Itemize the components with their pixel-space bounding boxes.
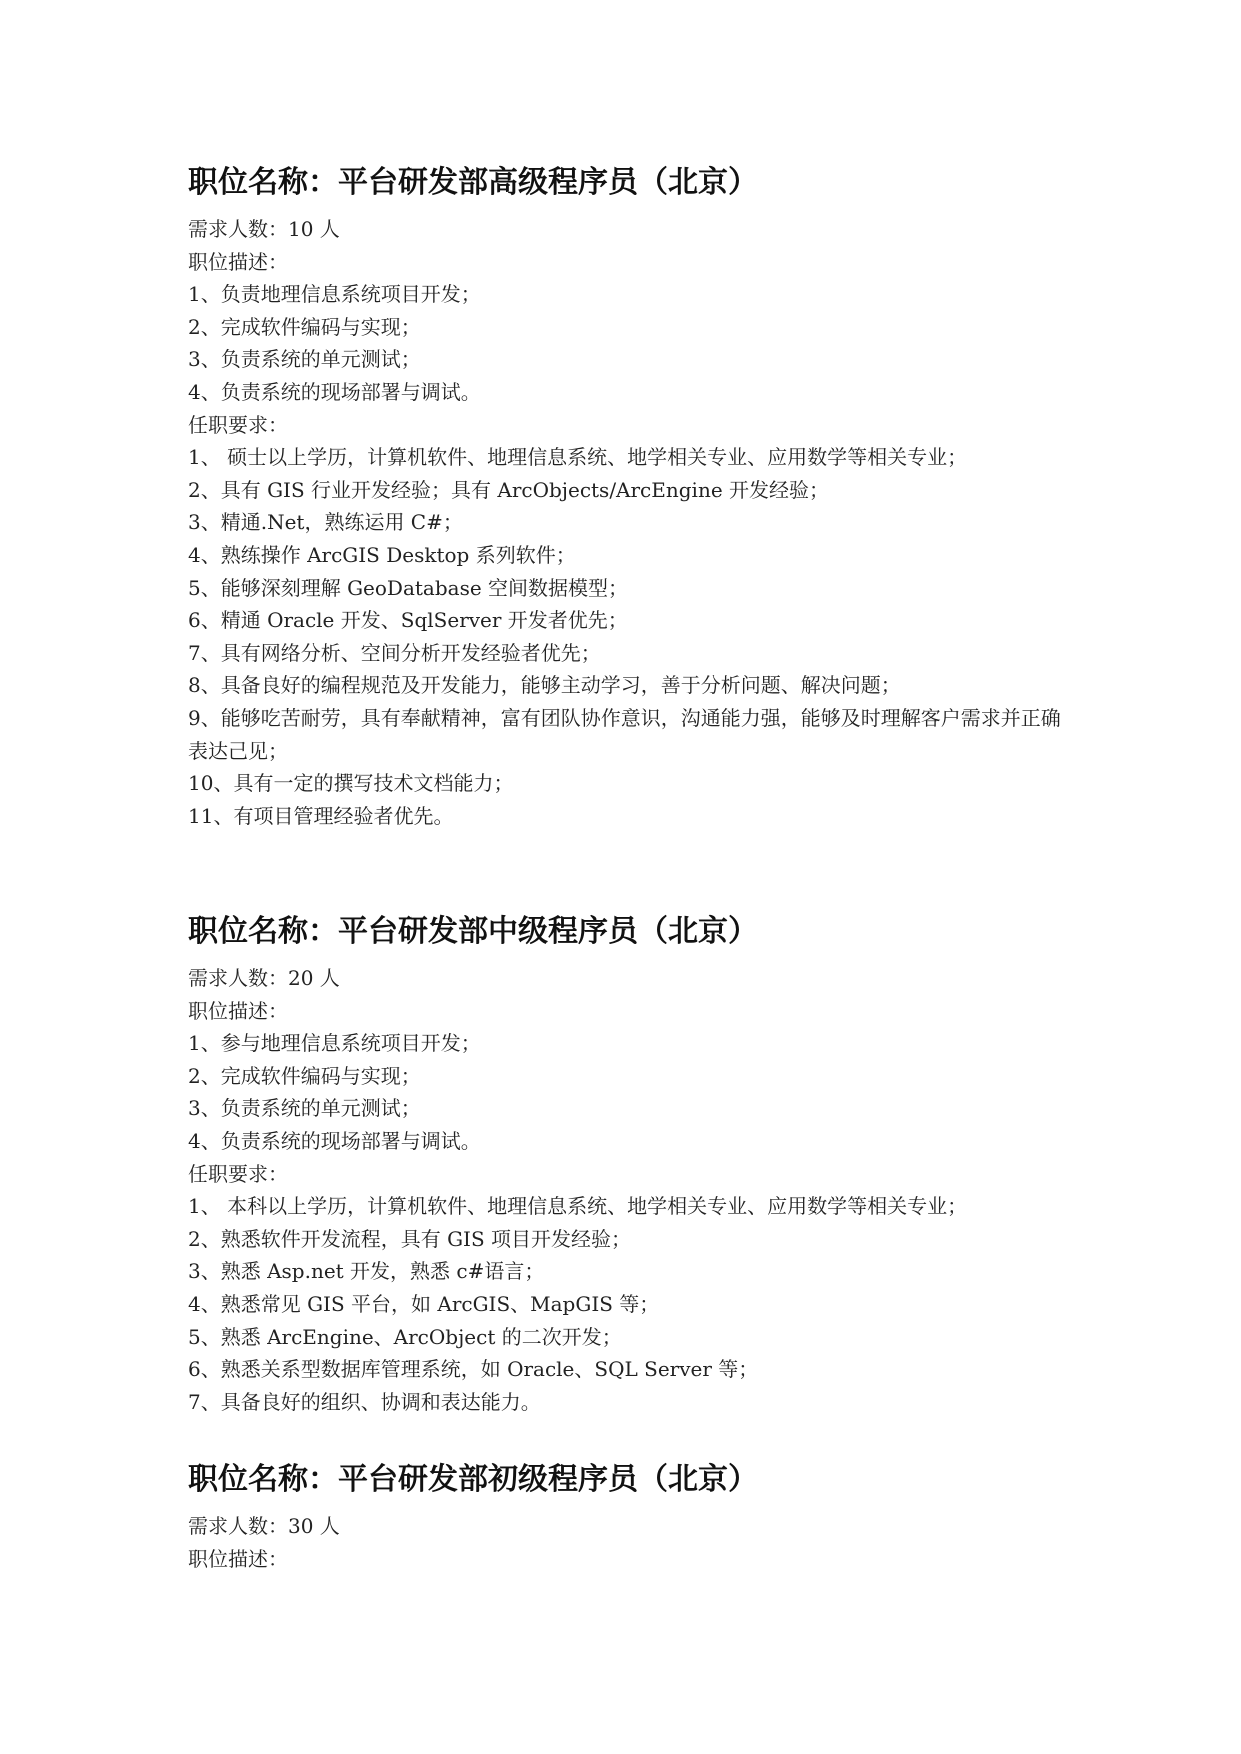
description-label: 职位描述：: [188, 1546, 288, 1571]
requirement-item: 7、具有网络分析、空间分析开发经验者优先；: [188, 640, 601, 665]
requirement-item: 11、有项目管理经验者优先。: [188, 803, 454, 828]
description-item: 4、负责系统的现场部署与调试。: [188, 379, 481, 404]
description-item: 3、负责系统的单元测试；: [188, 1096, 421, 1121]
description-label: 职位描述：: [188, 249, 288, 274]
description-item: 1、负责地理信息系统项目开发；: [188, 282, 481, 307]
requirement-item: 3、熟悉 Asp.net 开发，熟悉 c#语言；: [188, 1259, 545, 1284]
description-item: 2、完成软件编码与实现；: [188, 314, 421, 339]
requirement-item: 4、熟练操作 ArcGIS Desktop 系列软件；: [188, 542, 576, 567]
job-posting-intermediate: [188, 912, 1088, 1418]
requirement-item: 2、熟悉软件开发流程，具有 GIS 项目开发经验；: [188, 1226, 632, 1251]
description-list: [188, 278, 1088, 408]
requirement-item: 7、具备良好的组织、协调和表达能力。: [188, 1389, 541, 1414]
requirements-label: 任职要求：: [188, 412, 288, 437]
requirements-list: [188, 1190, 1088, 1418]
requirement-item: 6、熟悉关系型数据库管理系统，如 Oracle、SQL Server 等；: [188, 1357, 759, 1382]
headcount: 需求人数：10 人: [188, 217, 340, 241]
description-item: 3、负责系统的单元测试；: [188, 347, 421, 372]
description-item: 4、负责系统的现场部署与调试。: [188, 1128, 481, 1153]
requirement-item: 8、具备良好的编程规范及开发能力，能够主动学习，善于分析问题、解决问题；: [188, 673, 901, 698]
requirement-item: 10、具有一定的撰写技术文档能力；: [188, 771, 514, 796]
headcount: 需求人数：20 人: [188, 966, 340, 990]
requirement-item: 5、熟悉 ArcEngine、ArcObject 的二次开发；: [188, 1324, 622, 1349]
headcount: 需求人数：30 人: [188, 1514, 340, 1538]
job-posting-junior: [188, 1460, 1088, 1575]
description-list: [188, 1027, 1088, 1157]
requirement-item: 6、精通 Oracle 开发、SqlServer 开发者优先；: [188, 608, 628, 633]
description-item: 2、完成软件编码与实现；: [188, 1063, 421, 1088]
requirement-item: 1、 硕士以上学历，计算机软件、地理信息系统、地学相关专业、应用数学等相关专业；: [188, 445, 968, 470]
requirement-item: 3、精通.Net，熟练运用 C#；: [188, 510, 463, 535]
requirement-item: 5、能够深刻理解 GeoDatabase 空间数据模型；: [188, 575, 629, 600]
requirements-list: [188, 441, 1088, 832]
requirement-item: 1、 本科以上学历，计算机软件、地理信息系统、地学相关专业、应用数学等相关专业；: [188, 1194, 968, 1219]
requirement-item: 4、熟悉常见 GIS 平台，如 ArcGIS、MapGIS 等；: [188, 1291, 660, 1316]
job-title: 职位名称：平台研发部高级程序员（北京）: [188, 165, 758, 200]
job-title: 职位名称：平台研发部中级程序员（北京）: [188, 914, 758, 949]
requirement-item: 9、能够吃苦耐劳，具有奉献精神，富有团队协作意识，沟通能力强，能够及时理解客户需求并正确表达己见；: [188, 705, 1061, 763]
requirement-item: 2、具有 GIS 行业开发经验；具有 ArcObjects/ArcEngine 开发经验；: [188, 477, 830, 502]
job-title: 职位名称：平台研发部初级程序员（北京）: [188, 1462, 758, 1497]
requirements-label: 任职要求：: [188, 1161, 288, 1186]
description-item: 1、参与地理信息系统项目开发；: [188, 1031, 481, 1056]
description-label: 职位描述：: [188, 998, 288, 1023]
job-posting-senior: [188, 163, 1088, 832]
